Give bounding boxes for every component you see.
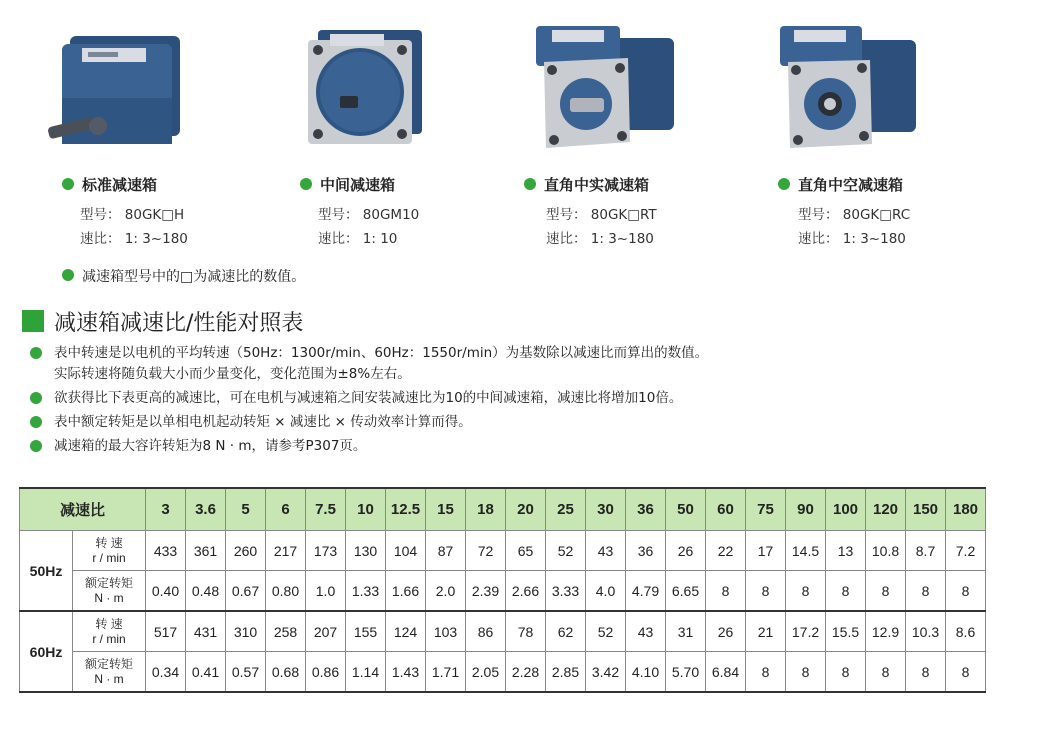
row-label [73, 611, 146, 652]
note-text: 减速箱的最大容许转矩为8 N · m，请参考P307页。 [54, 438, 367, 454]
table-cell: 10.8 [866, 531, 906, 571]
table-cell: 5.70 [666, 652, 706, 693]
intermediate-gearbox-image [296, 18, 446, 158]
table-cell: 0.67 [226, 571, 266, 612]
green-dot-icon [30, 416, 42, 428]
table-cell: 62 [546, 611, 586, 652]
green-dot-icon [30, 440, 42, 452]
table-cell: 8.7 [906, 531, 946, 571]
product-model: 型号： 80GM10 [318, 207, 420, 223]
table-cell: 103 [426, 611, 466, 652]
table-cell: 207 [306, 611, 346, 652]
table-cell: 36 [626, 531, 666, 571]
table-row [20, 531, 986, 571]
header-ratio: 7.5 [306, 488, 346, 531]
table-cell: 4.0 [586, 571, 626, 612]
header-ratio: 3.6 [186, 488, 226, 531]
header-corner: 减速比 [20, 488, 146, 531]
table-cell: 8 [786, 571, 826, 612]
table-cell: 22 [706, 531, 746, 571]
table-cell: 517 [146, 611, 186, 652]
table-cell: 43 [586, 531, 626, 571]
table-cell: 8 [866, 571, 906, 612]
table-cell: 0.48 [186, 571, 226, 612]
note-text-continued: 实际转速将随负载大小而少量变化，变化范围为±8%左右。 [54, 366, 411, 382]
product-model: 型号： 80GK□H [80, 207, 185, 223]
header-ratio: 10 [346, 488, 386, 531]
row-label-unit: r / min [92, 550, 126, 565]
row-label-name: 额定转矩 [84, 575, 133, 590]
table-cell: 78 [506, 611, 546, 652]
table-cell: 8 [906, 652, 946, 693]
table-cell: 1.14 [346, 652, 386, 693]
product-ratio: 速比： 1: 3~180 [80, 231, 188, 247]
table-cell: 0.40 [146, 571, 186, 612]
table-cell: 3.33 [546, 571, 586, 612]
table-cell: 2.66 [506, 571, 546, 612]
table-cell: 87 [426, 531, 466, 571]
product-name: 标准减速箱 [62, 174, 157, 195]
header-ratio: 15 [426, 488, 466, 531]
model-note-text: 减速箱型号中的□为减速比的数值。 [82, 269, 306, 285]
product-model: 型号： 80GK□RC [798, 207, 911, 223]
table-cell: 7.2 [946, 531, 986, 571]
table-cell: 12.9 [866, 611, 906, 652]
product-name: 直角中空减速箱 [778, 174, 903, 195]
header-ratio: 100 [826, 488, 866, 531]
table-cell: 26 [666, 531, 706, 571]
table-cell: 1.0 [306, 571, 346, 612]
table-cell: 13 [826, 531, 866, 571]
header-ratio: 60 [706, 488, 746, 531]
table-cell: 258 [266, 611, 306, 652]
green-dot-icon [62, 269, 74, 281]
table-cell: 72 [466, 531, 506, 571]
table-cell: 6.84 [706, 652, 746, 693]
header-ratio: 6 [266, 488, 306, 531]
table-cell: 0.86 [306, 652, 346, 693]
product-ratio: 速比： 1: 3~180 [798, 231, 906, 247]
note-item [30, 436, 1030, 457]
note-item [30, 412, 1030, 433]
green-dot-icon [778, 178, 790, 190]
table-cell: 8 [706, 571, 746, 612]
section-heading [22, 306, 303, 336]
table-cell: 31 [666, 611, 706, 652]
table-cell: 8 [946, 652, 986, 693]
table-cell: 86 [466, 611, 506, 652]
table-cell: 8 [786, 652, 826, 693]
performance-table [19, 487, 986, 693]
table-cell: 2.85 [546, 652, 586, 693]
table-cell: 0.41 [186, 652, 226, 693]
table-cell: 0.34 [146, 652, 186, 693]
section-title: 减速箱减速比/性能对照表 [54, 310, 304, 336]
header-ratio: 75 [746, 488, 786, 531]
table-cell: 6.65 [666, 571, 706, 612]
notes-list [30, 343, 1030, 460]
standard-gearbox-image [48, 18, 198, 158]
table-cell: 21 [746, 611, 786, 652]
table-cell: 1.66 [386, 571, 426, 612]
table-cell: 8 [906, 571, 946, 612]
table-cell: 2.0 [426, 571, 466, 612]
table-cell: 8 [746, 571, 786, 612]
row-label-unit: N · m [94, 590, 124, 605]
header-ratio: 12.5 [386, 488, 426, 531]
row-label-unit: N · m [94, 671, 124, 686]
table-cell: 52 [546, 531, 586, 571]
table-cell: 361 [186, 531, 226, 571]
table-cell: 130 [346, 531, 386, 571]
table-cell: 310 [226, 611, 266, 652]
table-cell: 52 [586, 611, 626, 652]
product-gallery [0, 0, 1064, 250]
table-cell: 260 [226, 531, 266, 571]
table-cell: 173 [306, 531, 346, 571]
table-cell: 433 [146, 531, 186, 571]
model-note [62, 266, 305, 286]
header-ratio: 36 [626, 488, 666, 531]
table-cell: 0.80 [266, 571, 306, 612]
table-cell: 2.05 [466, 652, 506, 693]
header-ratio: 18 [466, 488, 506, 531]
note-text: 表中额定转矩是以单相电机起动转矩 × 减速比 × 传动效率计算而得。 [54, 414, 472, 430]
green-square-icon [22, 310, 44, 332]
row-label [73, 652, 146, 693]
header-ratio: 25 [546, 488, 586, 531]
note-text: 表中转速是以电机的平均转速（50Hz：1300r/min、60Hz：1550r/min）为基数除以减速比而算出的数值。 [54, 345, 709, 361]
table-cell: 8.6 [946, 611, 986, 652]
header-ratio: 20 [506, 488, 546, 531]
table-cell: 4.79 [626, 571, 666, 612]
green-dot-icon [300, 178, 312, 190]
row-label-name: 额定转矩 [84, 656, 133, 671]
table-cell: 1.43 [386, 652, 426, 693]
right-angle-hollow-gearbox-image [772, 18, 922, 158]
table-cell: 1.33 [346, 571, 386, 612]
product-name: 中间减速箱 [300, 174, 395, 195]
table-cell: 0.57 [226, 652, 266, 693]
table-cell: 124 [386, 611, 426, 652]
table-cell: 4.10 [626, 652, 666, 693]
table-cell: 431 [186, 611, 226, 652]
table-cell: 65 [506, 531, 546, 571]
table-cell: 8 [946, 571, 986, 612]
table-cell: 2.28 [506, 652, 546, 693]
table-cell: 17 [746, 531, 786, 571]
row-label-name: 转 速 [95, 616, 123, 631]
right-angle-solid-gearbox-image [530, 18, 680, 158]
product-ratio: 速比： 1: 10 [318, 231, 398, 247]
table-cell: 15.5 [826, 611, 866, 652]
note-text: 欲获得比下表更高的减速比，可在电机与减速箱之间安装减速比为10的中间减速箱，减速比将增加10倍。 [54, 390, 683, 406]
frequency-cell: 60Hz [20, 611, 73, 692]
note-item [30, 343, 1030, 385]
header-ratio: 90 [786, 488, 826, 531]
table-cell: 8 [866, 652, 906, 693]
table-cell: 8 [746, 652, 786, 693]
note-item [30, 388, 1030, 409]
table-cell: 1.71 [426, 652, 466, 693]
header-ratio: 180 [946, 488, 986, 531]
header-ratio: 50 [666, 488, 706, 531]
table-cell: 8 [826, 571, 866, 612]
green-dot-icon [524, 178, 536, 190]
table-cell: 2.39 [466, 571, 506, 612]
header-ratio: 30 [586, 488, 626, 531]
row-label-name: 转 速 [95, 535, 123, 550]
table-cell: 17.2 [786, 611, 826, 652]
table-cell: 14.5 [786, 531, 826, 571]
product-model: 型号： 80GK□RT [546, 207, 657, 223]
table-row [20, 652, 986, 693]
table-cell: 155 [346, 611, 386, 652]
table-cell: 217 [266, 531, 306, 571]
table-cell: 10.3 [906, 611, 946, 652]
table-header-row [20, 488, 986, 531]
table-cell: 0.68 [266, 652, 306, 693]
table-cell: 8 [826, 652, 866, 693]
table-cell: 43 [626, 611, 666, 652]
header-ratio: 5 [226, 488, 266, 531]
table-cell: 104 [386, 531, 426, 571]
table-row [20, 571, 986, 612]
green-dot-icon [30, 392, 42, 404]
product-ratio: 速比： 1: 3~180 [546, 231, 654, 247]
header-ratio: 3 [146, 488, 186, 531]
header-ratio: 120 [866, 488, 906, 531]
green-dot-icon [30, 347, 42, 359]
row-label [73, 531, 146, 571]
frequency-cell: 50Hz [20, 531, 73, 612]
green-dot-icon [62, 178, 74, 190]
row-label [73, 571, 146, 612]
table-row [20, 611, 986, 652]
table-cell: 3.42 [586, 652, 626, 693]
product-name: 直角中实减速箱 [524, 174, 649, 195]
row-label-unit: r / min [92, 631, 126, 646]
header-ratio: 150 [906, 488, 946, 531]
table-cell: 26 [706, 611, 746, 652]
